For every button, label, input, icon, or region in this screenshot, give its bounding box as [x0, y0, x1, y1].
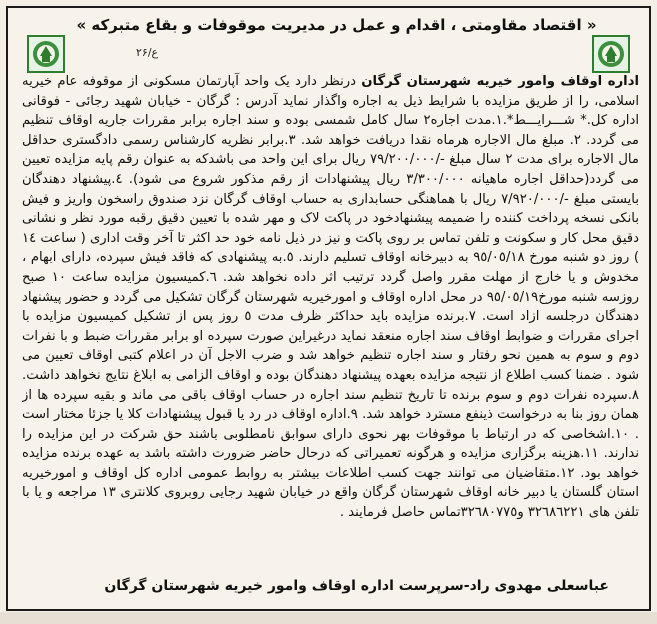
notice-text: درنظر دارد یک واحد آپارتمان مسکونی از موقوفه عام خیریه اسلامی، را از طریق مزایده با شرایط ذیل به اجاره واگذار نماید آدرس : گرگان - خیابان شهید رجائی - فوقانی اداره کل.* شـــرایـــط*.۱.مدت اجاره۲ سال کامل شمسی بوده و سند اجاره برابر مقررات جاریه اوقاف تنظیم می گردد. ۲. مبلغ مال الاجاره هرماه نقدا دریافت خواهد شد. ۳.برابر نظریه کارشناس رسمی دادگستری حداقل مال الاجاره برای مدت ۲ سال مبلغ -/۷۹/۲۰۰/۰۰۰ ریال برای این واحد می باشدکه به عنوان رقم پایه مزایده تعیین می گردد(حداقل اجاره ماهیانه ۳/۳۰۰/۰۰۰ ریال پیشنهادات از رقم مذکور شروع می شود). ٤.پیشنهاد دهندگان بایستی مبلغ -/۷/۹۲۰/۰۰۰ ریال با هماهنگی حسابداری به حساب اوقاف گرگان نزد صندوق راسخون واریز و فیش بانکی نسخه پرداخت کننده را ضمیمه پیشنهادخود در پاکت لاک و مهر شده با تعیین دقیق رقبه مورد نظر و نشانی دقیق محل کار و سکونت و تلفن تماس بر روی پاکت و نیز در ذیل نامه خود حد اکثر تا آخر وقت اداری ( ساعت ۱٤ ) روز دو شنبه مورخ ۹٥/۰٥/۱۸ به دبیرخانه اوقاف تسلیم دارند. ٥.به پیشنهادی که فاقد فیش سپرده، دارای ابهام ، مخدوش و یا خارج از مهلت مقرر واصل گردد ترتیب اثر داده نخواهد شد. ٦.کمیسیون مزایده ساعت ۱۰ صبح روزسه شنبه مورخ۹٥/۰٥/۱۹ در محل اداره اوقاف و امورخیریه شهرستان گرگان تشکیل می گردد و حضور پیشنهاد دهندگان درجلسه ازاد است. ۷.برنده مزایده باید حداکثر ظرف مدت ٥ روز پس از تشکیل کمیسیون مزایده با اجرای مقررات و ضوابط اوقاف سند اجاره منعقد نماید درغیراین صورت سپرده او برابر مقررات ضبط و با نفرات دوم و سوم به همین نحو رفتار و سند اجاره تنظیم خواهد شد و ضرب الاجل آن در اعلام کتبی اوقاف تعیین می شود . ضمنا کسب اطلاع از نتیجه مزایده بعهده پیشنهاد دهندگان بوده و اوقاف الزامی به ابلاغ نتایج نخواهد داشت. ۸.سپرده نفرات دوم و سوم برنده تا تاریخ تنظیم سند اجاره در حساب اوقاف باقی می ماند و بقیه سپرده ها از همان روز بنا به درخواست ذینفع مسترد خواهد شد. ۹.اداره اوقاف در رد یا قبول پیشنهادات کلا یا جزئا مختار است . ۱۰.اشخاصی که در ارتباط با موقوفات بهر نحوی دارای سوابق نامطلوبی باشند حق شرکت در این مزایده را ندارند. ۱۱.هزینه برگزاری مزایده و هرگونه تعمیراتی که درحال حاضر ضرورت داشته باشد به عهده برنده مزایده خواهد بود. ۱۲.متقاضیان می توانند جهت کسب اطلاعات بیشتر به روابط عمومی اداره کل اوقاف و امورخیریه استان گلستان یا دبیر خانه اوقاف شهرستان گرگان واقع در خیابان شهید رجایی روبروی کلانتری ۱۳ مراجعه و یا با تلفن های ۳۲٦۸٦۲۲۱ و۳۲٦۸۰۷۷٥تماس حاصل فرمایند .	[22, 74, 639, 521]
seal-icon	[26, 34, 66, 74]
notice-frame	[6, 6, 651, 611]
notice-code: ۲۶/ع	[136, 46, 159, 59]
seal-icon	[591, 34, 631, 74]
notice-lead: اداره اوقاف وامور خیریه شهرستان گرگان	[361, 74, 639, 89]
notice-header: « اقتصاد مقاومتی ، اقدام و عمل در مدیریت موقوفات و بقاع متبرکه »	[76, 16, 597, 34]
notice-body	[22, 72, 639, 562]
page-bottom-strip	[0, 612, 657, 624]
notice-signature: عباسعلی مهدوی راد-سرپرست اداره اوقاف وامور خیریه شهرستان گرگان	[104, 578, 609, 594]
